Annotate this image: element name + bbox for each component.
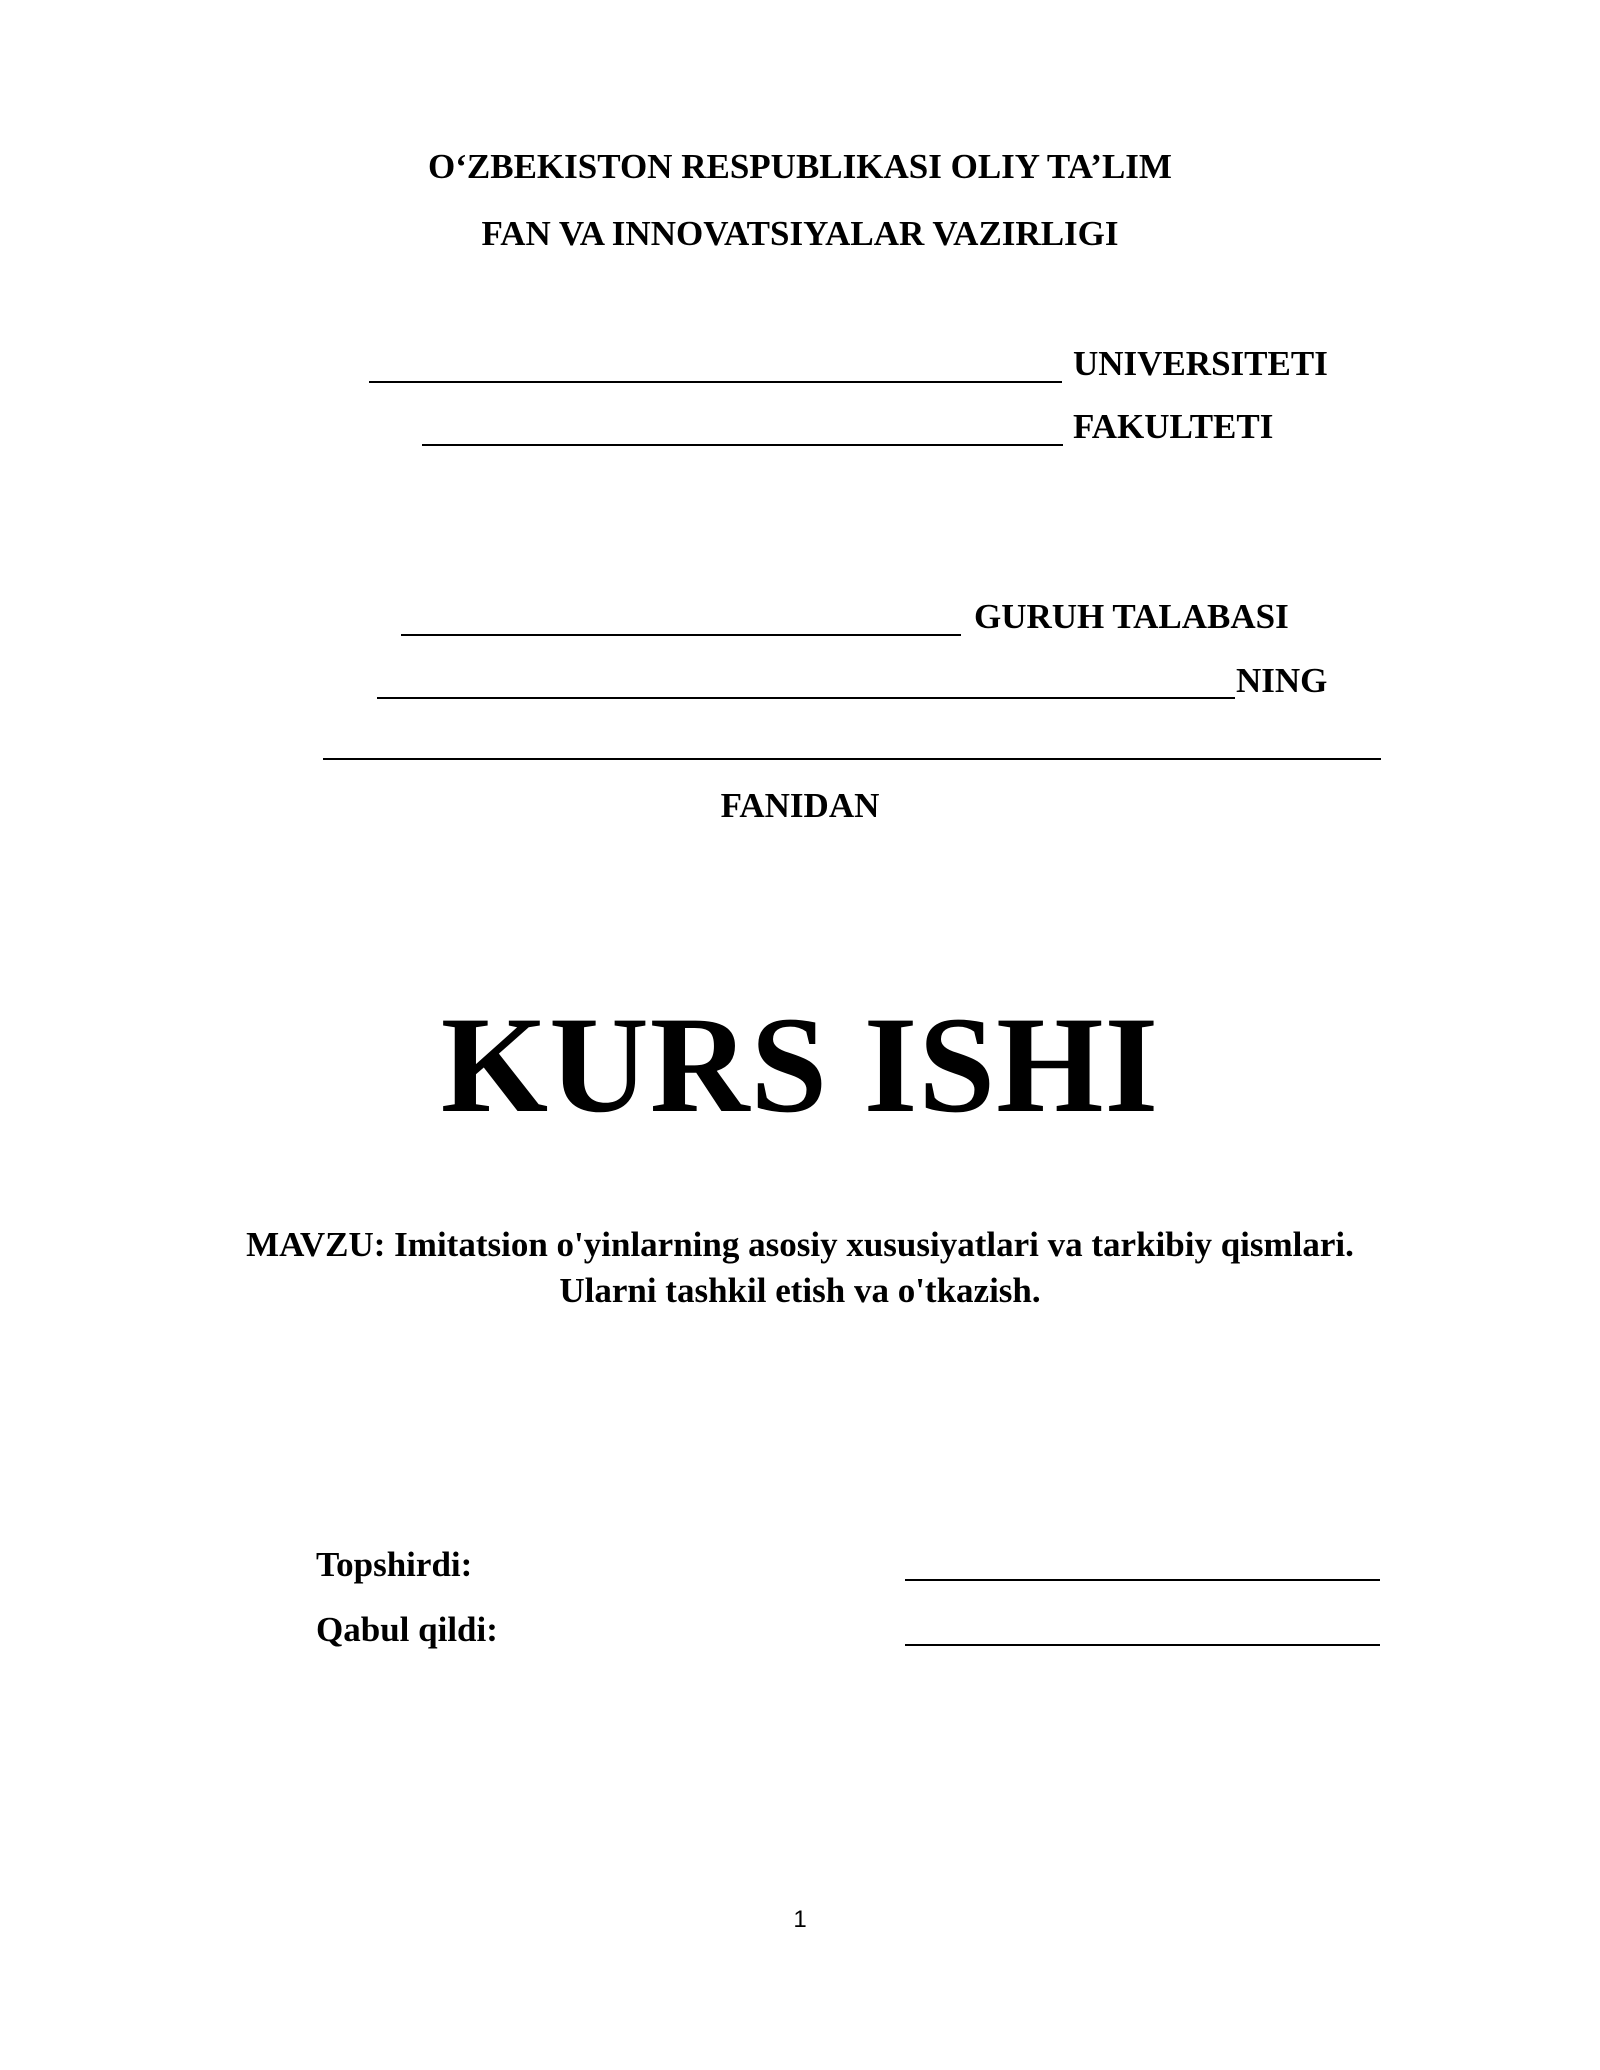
accepted-by-label: Qabul qildi: [316, 1610, 498, 1649]
topic-line-2: Ularni tashkil etish va o'tkazish. [559, 1271, 1041, 1310]
university-label: UNIVERSITETI [1073, 344, 1328, 383]
ning-label: NING [1236, 661, 1328, 700]
ministry-header-line-2: FAN VA INNOVATSIYALAR VAZIRLIGI [481, 214, 1119, 253]
topic-line-1: MAVZU: Imitatsion o'yinlarning asosiy xususiyatlari va tarkibiy qismlari. [246, 1225, 1354, 1264]
faculty-label: FAKULTETI [1073, 407, 1274, 446]
faculty-name-blank [422, 444, 1063, 446]
subject-suffix-label: FANIDAN [720, 786, 880, 825]
submitted-by-blank [905, 1579, 1380, 1581]
student-name-blank [377, 697, 1235, 699]
subject-name-blank [323, 758, 1381, 760]
accepted-by-blank [905, 1644, 1380, 1646]
document-title: KURS ISHI [440, 988, 1160, 1141]
topic-block [200, 1222, 1400, 1314]
submitted-by-label: Topshirdi: [316, 1545, 473, 1584]
ministry-header-line-1: O‘ZBEKISTON RESPUBLIKASI OLIY TA’LIM [428, 147, 1172, 186]
university-name-blank [369, 381, 1062, 383]
group-student-label: GURUH TALABASI [974, 597, 1289, 636]
group-number-blank [401, 634, 961, 636]
page-number: 1 [793, 1906, 807, 1933]
